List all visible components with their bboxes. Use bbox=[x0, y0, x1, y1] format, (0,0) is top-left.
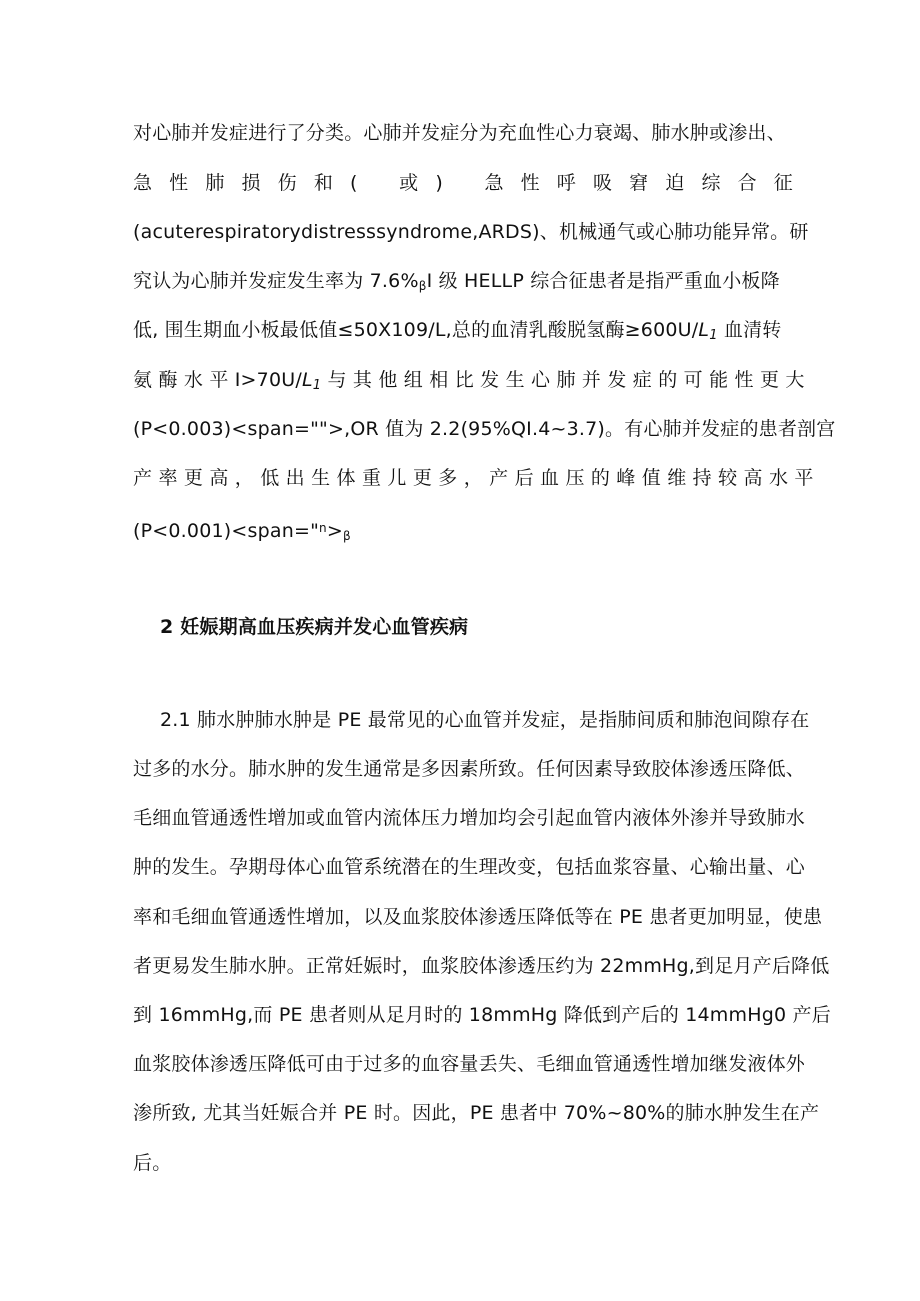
paragraph-1-line-4 bbox=[133, 269, 780, 298]
unit-subscript: 1 bbox=[312, 378, 322, 393]
paragraph-2-line-6: 者更易发生肺水肿。正常妊娠时，血浆胶体渗透压约为 22mmHg,到足月产后降低 bbox=[133, 955, 830, 977]
paragraph-1-line-5-text-b: 血清转 bbox=[717, 319, 782, 341]
paragraph-2-line-5: 率和毛细血管通透性增加，以及血浆胶体渗透压降低等在 PE 患者更加明显，使患 bbox=[133, 906, 823, 928]
paragraph-2-line-8: 血浆胶体渗透压降低可由于过多的血容量丢失、毛细血管通透性增加继发液体外 bbox=[133, 1053, 806, 1075]
paragraph-1-line-8: 产 率 更 高 ， 低 出 生 体 重 儿 更 多 ， 产 后 血 压 的 峰 值 维 持 较 高 水 平 bbox=[133, 467, 814, 489]
section-2-heading: 2 妊娠期高血压疾病并发心血管疾病 bbox=[160, 616, 469, 638]
paragraph-1-line-5 bbox=[133, 318, 782, 348]
paragraph-2-line-3: 毛细血管通透性增加或血管内流体压力增加均会引起血管内液体外渗并导致肺水 bbox=[133, 807, 806, 829]
paragraph-1-line-9 bbox=[133, 516, 351, 548]
paragraph-1-line-6-text-b: 与 其 他 组 相 比 发 生 心 肺 并 发 症 的 可 能 性 更 大 bbox=[321, 369, 805, 391]
unit-l-italic: L bbox=[698, 319, 710, 341]
paragraph-1-line-7: (P<0.003)<span="">,OR 值为 2.2(95%QI.4~3.7)。有心肺并发症的患者剖宫 bbox=[133, 418, 836, 440]
unit-subscript: 1 bbox=[709, 328, 718, 343]
beta-subscript: β bbox=[418, 279, 427, 293]
paragraph-1-line-6-text-a: 氨 酶 水 平 I>70U/ bbox=[133, 369, 302, 391]
paragraph-2-line-7: 到 16mmHg,而 PE 患者则从足月时的 18mmHg 降低到产后的 14mmHg0 产后 bbox=[133, 1004, 831, 1026]
superscript-n: n bbox=[319, 521, 327, 535]
paragraph-2-line-4: 肿的发生。孕期母体心血管系统潜在的生理改变，包括血浆容量、心输出量、心 bbox=[133, 856, 806, 878]
paragraph-1-line-9-text-a: (P<0.001)<span=" bbox=[133, 520, 320, 542]
paragraph-1-line-4-text-b: I 级 HELLP 综合征患者是指严重血小板降 bbox=[426, 270, 780, 292]
paragraph-1-line-5-text-a: 低, 围生期血小板最低值≤50X109/L,总的血清乳酸脱氢酶≥600U/ bbox=[133, 319, 699, 341]
paragraph-2-line-2: 过多的水分。肺水肿的发生通常是多因素所致。任何因素导致胶体渗透压降低、 bbox=[133, 758, 806, 780]
paragraph-2-line-1: 2.1 肺水肿肺水肿是 PE 最常见的心血管并发症，是指肺间质和肺泡间隙存在 bbox=[160, 709, 810, 731]
paragraph-1-line-3: (acuterespiratorydistresssyndrome,ARDS)、机械通气或心肺功能异常。研 bbox=[133, 221, 809, 243]
paragraph-2-line-9: 渗所致, 尤其当妊娠合并 PE 时。因此，PE 患者中 70%~80%的肺水肿发生在产 bbox=[133, 1102, 820, 1124]
paragraph-1-line-6 bbox=[133, 368, 805, 398]
paragraph-1-line-9-text-b: > bbox=[326, 520, 343, 542]
paragraph-1-line-1: 对心肺并发症进行了分类。心肺并发症分为充血性心力衰竭、肺水肿或渗出、 bbox=[133, 122, 786, 144]
paragraph-2-line-10: 后。 bbox=[133, 1152, 172, 1174]
paragraph-1-line-4-text-a: 究认为心肺并发症发生率为 7.6% bbox=[133, 270, 419, 292]
beta-subscript: β bbox=[342, 529, 351, 543]
paragraph-1-line-2: 急 性 肺 损 伤 和 ( 或 ) 急 性 呼 吸 窘 迫 综 合 征 bbox=[133, 172, 793, 194]
unit-l-italic: L bbox=[301, 369, 313, 391]
